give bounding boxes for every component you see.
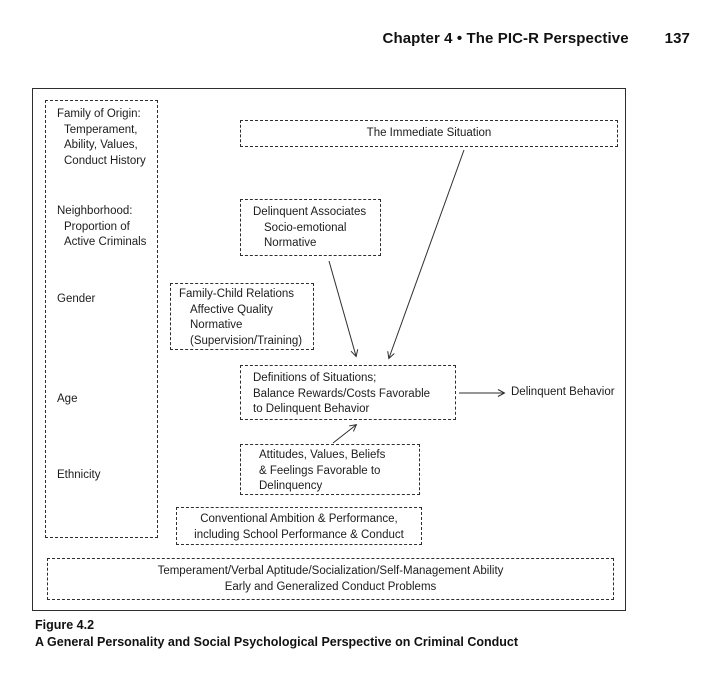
family-child-line: Family-Child Relations: [179, 288, 295, 300]
age-label: Age: [57, 393, 78, 405]
figure-caption-label: Figure 4.2: [35, 618, 95, 632]
person-variables-box: [45, 100, 158, 538]
neighborhood-group: [57, 204, 155, 251]
immediate-situation-label: The Immediate Situation: [366, 126, 492, 139]
family-of-origin-line: Ability, Values,: [64, 139, 138, 151]
family-child-line: Affective Quality: [190, 303, 273, 316]
immediate-situation-box: [240, 120, 618, 147]
family-child-line: Normative: [190, 319, 243, 331]
attitudes-box: [240, 444, 420, 495]
definitions-line: to Delinquent Behavior: [253, 403, 370, 415]
conventional-ambition-box: [176, 507, 422, 545]
attitudes-line: & Feelings Favorable to: [259, 464, 381, 477]
family-of-origin-line: Family of Origin:: [57, 108, 141, 120]
neighborhood-line: Proportion of: [64, 220, 130, 233]
foundation-box: [47, 558, 614, 600]
page-number: 137: [664, 30, 690, 47]
definitions-line: Balance Rewards/Costs Favorable: [253, 387, 431, 400]
figure-caption-title: A General Personality and Social Psychological Perspective on Criminal Conduct: [35, 634, 519, 649]
neighborhood-line: Neighborhood:: [57, 205, 133, 217]
family-of-origin-line: Conduct History: [64, 154, 146, 167]
conventional-line: including School Performance & Conduct: [194, 529, 404, 541]
conventional-line: Conventional Ambition & Performance,: [200, 513, 398, 525]
ethnicity-label: Ethnicity: [57, 469, 101, 481]
foundation-line: Temperament/Verbal Aptitude/Socialization/Self-Management Ability: [157, 565, 504, 577]
family-of-origin-group: [57, 107, 155, 169]
definitions-line: Definitions of Situations;: [253, 372, 377, 384]
family-of-origin-line: Temperament,: [64, 123, 138, 136]
chapter-title: Chapter 4 • The PIC-R Perspective: [382, 30, 629, 47]
family-child-line: (Supervision/Training): [190, 334, 303, 347]
delinquent-associates-line: Normative: [264, 237, 317, 249]
delinquent-associates-line: Delinquent Associates: [253, 206, 367, 218]
gender-label: Gender: [57, 293, 96, 305]
delinquent-associates-line: Socio-emotional: [264, 221, 347, 234]
delinquent-associates-box: [240, 199, 381, 256]
neighborhood-line: Active Criminals: [64, 236, 147, 248]
delinquent-behavior-label: Delinquent Behavior: [511, 386, 615, 398]
definitions-of-situations-box: [240, 365, 456, 420]
figure-caption: [35, 617, 518, 650]
family-child-relations-box: [170, 283, 314, 350]
attitudes-line: Attitudes, Values, Beliefs: [259, 449, 386, 461]
running-head: [0, 30, 690, 47]
attitudes-line: Delinquency: [259, 480, 323, 492]
foundation-line: Early and Generalized Conduct Problems: [224, 581, 437, 593]
